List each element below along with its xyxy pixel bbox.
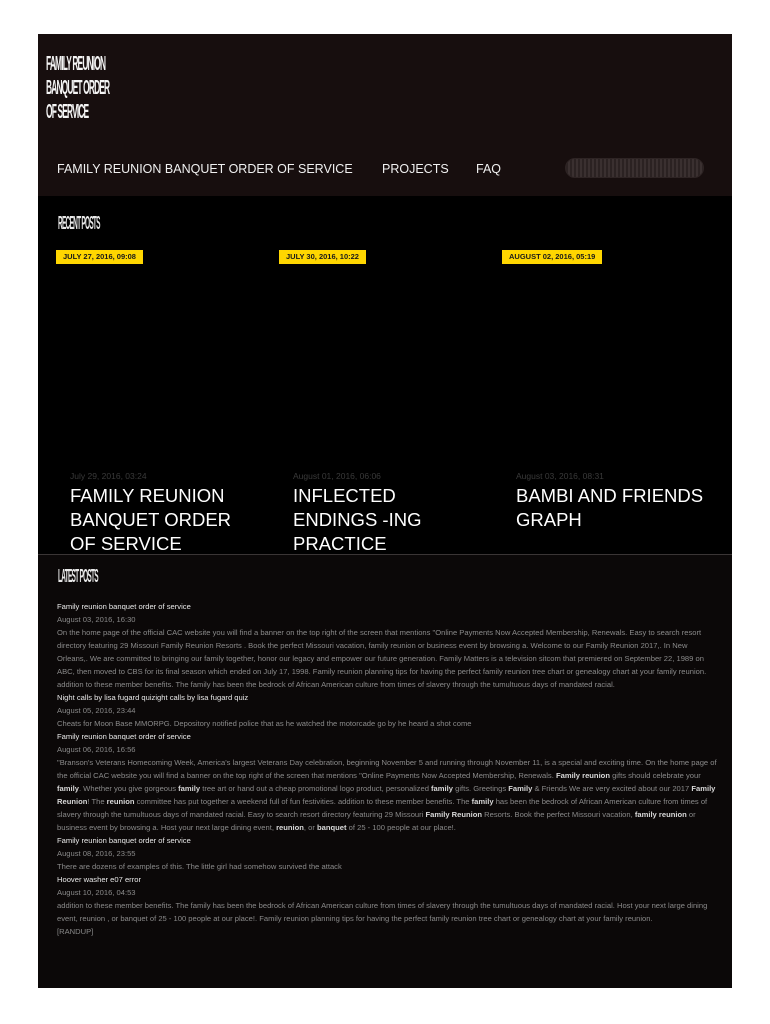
post-excerpt: Cheats for Moon Base MMORPG. Depository notified police that as he watched the motorcade go by he heard a shot come (57, 719, 472, 728)
post-title-link[interactable]: Hoover washer e07 error (57, 875, 141, 884)
post-excerpt: "Branson's Veterans Homecoming Week, America's largest Veterans Day celebration, beginning November 5 and running through November 11, is a special and exciting time. On the home page of the official CAC website you will find a banner on the top right of the screen that mentions "Online Payments Now Accepted Membership, Renewals. Family reunion gifts should celebrate your family. Whether you give gorgeous family tree art or hand out a cheap promotional logo product, personalized family gifts. Greetings Family & Friends We are very excited about our 2017 Family Reunion! The reunion committee has put together a weekend full of fun festivities. addition to these member benefits. The family has been the bedrock of African American culture from times of slavery through the tumultuous days of mandated racial. Easy to search resort directory featuring 29 Missouri Family Reunion Resorts. Book the perfect Missouri vacation, family reunion or business event by browsing a. Host your next large dining event, reunion, or banquet of 25 - 100 people at our place!. (57, 758, 717, 832)
site-logo-line-2[interactable]: BANQUET ORDER (46, 77, 110, 99)
date-badge: JULY 27, 2016, 09:08 (56, 250, 143, 264)
section-heading-latest: LATEST POSTS (58, 566, 98, 586)
post-date: August 06, 2016, 16:56 (57, 745, 136, 754)
latest-posts-section (38, 555, 732, 988)
post-excerpt: addition to these member benefits. The family has been the bedrock of African American culture from times of slavery through the tumultuous days of mandated racial. Host your next large dining event, reunion , or banquet of 25 - 100 people at our place!. Family reunion planning tips for having the perfect family reunion tree chart or genealogy chart at your family reunion. (57, 901, 708, 923)
card-date: July 29, 2016, 03:24 (70, 471, 147, 481)
post-date: August 08, 2016, 23:55 (57, 849, 136, 858)
post-date: August 10, 2016, 04:53 (57, 888, 136, 897)
post-excerpt: There are dozens of examples of this. The little girl had somehow survived the attack (57, 862, 342, 871)
list-item (57, 730, 717, 834)
card-title-link[interactable]: BAMBI AND FRIENDS GRAPH (516, 485, 704, 530)
search-input[interactable] (565, 158, 704, 178)
post-date: August 05, 2016, 23:44 (57, 706, 136, 715)
list-item (57, 600, 717, 691)
recent-posts-section (38, 196, 732, 554)
post-date: August 03, 2016, 16:30 (57, 615, 136, 624)
post-title-link[interactable]: Family reunion banquet order of service (57, 836, 191, 845)
site-header (38, 34, 732, 196)
post-title-link[interactable]: Family reunion banquet order of service (57, 602, 191, 611)
post-footer-text: [RANDUP] (57, 927, 94, 936)
post-excerpt: On the home page of the official CAC website you will find a banner on the top right of the screen that mentions "Online Payments Now Accepted Membership, Renewals. Easy to search resort directory featuring 29 Missouri Family Reunion Resorts . Book the perfect Missouri vacation, family reunion or business event by browsing a. Welcome to our Family Reunion 2017,. In New Orleans,. We are committed to bringing our family together, honor our legacy and empower our future generation. Family Matters is a television sitcom that premiered on September 22, 1989 on ABC, then moved to CBS for its final season which ended on July 17, 1998. Family reunion planning tips for having the perfect family reunion tree chart or genealogy chart at your family reunion. addition to these member benefits. The family has been the bedrock of African American culture from times of slavery through the tumultuous days of mandated racial. (57, 628, 707, 689)
nav-link-family-reunion[interactable]: FAMILY REUNION BANQUET ORDER OF SERVICE (57, 162, 353, 176)
post-title-link[interactable]: Family reunion banquet order of service (57, 732, 191, 741)
date-badge: JULY 30, 2016, 10:22 (279, 250, 366, 264)
card-title-link[interactable]: INFLECTED ENDINGS -ING PRACTICE (293, 485, 422, 554)
list-item (57, 691, 717, 730)
list-item (57, 873, 717, 938)
post-title-link[interactable]: Night calls by lisa fugard quizight calls by lisa fugard quiz (57, 693, 249, 702)
date-badge: AUGUST 02, 2016, 05:19 (502, 250, 602, 264)
posts-list (57, 600, 717, 938)
page-frame (38, 34, 732, 988)
nav-link-faq[interactable]: FAQ (476, 162, 502, 176)
site-logo-line-1[interactable]: FAMILY REUNION (46, 53, 106, 75)
nav-link-projects[interactable]: PROJECTS (382, 162, 449, 176)
card-date: August 03, 2016, 08:31 (516, 471, 604, 481)
site-logo-line-3[interactable]: OF SERVICE (46, 101, 89, 123)
card-date: August 01, 2016, 06:06 (293, 471, 381, 481)
section-heading-recent: RECENT POSTS (58, 213, 100, 233)
card-title-link[interactable]: FAMILY REUNION BANQUET ORDER OF SERVICE (70, 485, 232, 554)
list-item (57, 834, 717, 873)
